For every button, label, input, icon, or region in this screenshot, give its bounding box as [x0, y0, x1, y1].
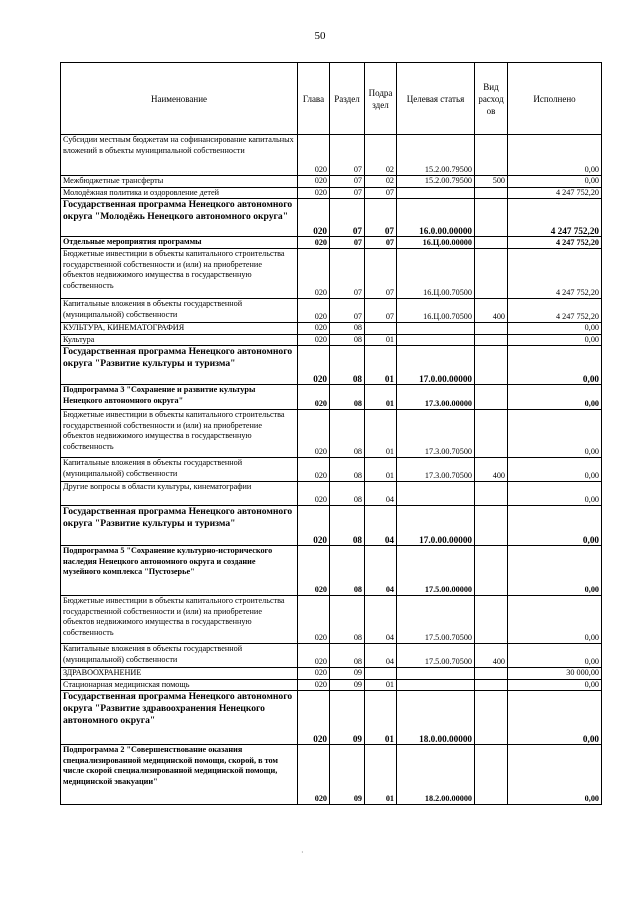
row-name: Бюджетные инвестиции в объекты капитального строительства государственной собственности и (или) на приобретение объектов недвижимого имущества в государственную собственность [61, 249, 298, 299]
row-expense-type [475, 745, 508, 805]
row-subsection: 04 [365, 644, 397, 668]
row-subsection: 01 [365, 458, 397, 482]
row-target [397, 187, 475, 199]
row-target: 16.Ц.00.70500 [397, 249, 475, 299]
header-subsection: Подра здел [365, 63, 397, 135]
row-section: 08 [330, 546, 365, 596]
row-executed: 0,00 [508, 385, 602, 410]
row-name: Подпрограмма 5 "Сохранение культурно-исторического наследия Ненецкого автономного округа и создание музейного комплекса "Пустозерье" [61, 546, 298, 596]
row-name: Подпрограмма 2 "Совершенствование оказания специализированной медицинской помощи, скорой, в том числе скорой специализированной медицинской помощи, медицинской эвакуации" [61, 745, 298, 805]
row-subsection: 04 [365, 506, 397, 546]
row-expense-type [475, 249, 508, 299]
row-executed: 0,00 [508, 691, 602, 745]
row-section: 08 [330, 506, 365, 546]
row-name: Другие вопросы в области культуры, кинематографии [61, 482, 298, 506]
row-subsection: 07 [365, 199, 397, 237]
row-executed: 0,00 [508, 482, 602, 506]
row-expense-type [475, 691, 508, 745]
row-executed: 0,00 [508, 679, 602, 691]
row-chapter: 020 [298, 644, 330, 668]
row-name: Стационарная медицинская помощь [61, 679, 298, 691]
row-target: 16.Ц.00.00000 [397, 237, 475, 249]
row-chapter: 020 [298, 745, 330, 805]
table-row [61, 237, 602, 249]
header-executed: Исполнено [508, 63, 602, 135]
row-chapter: 020 [298, 237, 330, 249]
row-expense-type [475, 187, 508, 199]
row-target: 17.5.00.70500 [397, 596, 475, 644]
row-executed: 0,00 [508, 745, 602, 805]
row-chapter: 020 [298, 249, 330, 299]
row-chapter: 020 [298, 596, 330, 644]
row-expense-type [475, 323, 508, 335]
table-row [61, 745, 602, 805]
row-target: 17.3.00.70500 [397, 410, 475, 458]
row-section: 08 [330, 334, 365, 346]
row-section: 08 [330, 482, 365, 506]
row-chapter: 020 [298, 506, 330, 546]
footer-mark: · [301, 848, 304, 857]
row-section: 08 [330, 385, 365, 410]
row-subsection [365, 668, 397, 680]
row-subsection: 01 [365, 334, 397, 346]
row-executed: 0,00 [508, 176, 602, 188]
row-subsection: 07 [365, 237, 397, 249]
row-section: 09 [330, 679, 365, 691]
row-executed: 0,00 [508, 410, 602, 458]
row-executed: 4 247 752,20 [508, 237, 602, 249]
row-chapter: 020 [298, 458, 330, 482]
row-executed: 4 247 752,20 [508, 299, 602, 323]
row-chapter: 020 [298, 482, 330, 506]
table-row [61, 691, 602, 745]
row-target: 18.0.00.00000 [397, 691, 475, 745]
row-expense-type [475, 237, 508, 249]
table-header-row [61, 63, 602, 135]
row-section: 07 [330, 187, 365, 199]
row-chapter: 020 [298, 679, 330, 691]
row-subsection: 01 [365, 385, 397, 410]
row-chapter: 020 [298, 187, 330, 199]
row-subsection: 02 [365, 135, 397, 176]
row-executed: 4 247 752,20 [508, 187, 602, 199]
page-number: 50 [314, 30, 326, 42]
row-section: 09 [330, 745, 365, 805]
row-target: 15.2.00.79500 [397, 176, 475, 188]
row-section: 07 [330, 299, 365, 323]
row-target [397, 323, 475, 335]
row-name: Отдельные мероприятия программы [61, 237, 298, 249]
row-subsection: 07 [365, 187, 397, 199]
row-name: Культура [61, 334, 298, 346]
row-target: 17.3.00.00000 [397, 385, 475, 410]
row-name: Межбюджетные трансферты [61, 176, 298, 188]
row-name: КУЛЬТУРА, КИНЕМАТОГРАФИЯ [61, 323, 298, 335]
row-name: Капитальные вложения в объекты государственной (муниципальной) собственности [61, 458, 298, 482]
row-subsection: 07 [365, 249, 397, 299]
row-section: 07 [330, 249, 365, 299]
table-row [61, 346, 602, 385]
table-row [61, 135, 602, 176]
row-executed: 0,00 [508, 546, 602, 596]
table-row [61, 299, 602, 323]
row-executed: 0,00 [508, 506, 602, 546]
table-row [61, 410, 602, 458]
row-section: 08 [330, 644, 365, 668]
row-target [397, 679, 475, 691]
table-row [61, 176, 602, 188]
row-chapter: 020 [298, 199, 330, 237]
row-expense-type [475, 482, 508, 506]
row-subsection: 04 [365, 482, 397, 506]
table-row [61, 546, 602, 596]
table-row [61, 596, 602, 644]
row-target [397, 482, 475, 506]
row-target: 16.0.00.00000 [397, 199, 475, 237]
row-subsection [365, 323, 397, 335]
row-name: Капитальные вложения в объекты государственной (муниципальной) собственности [61, 644, 298, 668]
row-target: 15.2.00.79500 [397, 135, 475, 176]
row-expense-type [475, 668, 508, 680]
row-subsection: 01 [365, 691, 397, 745]
row-section: 07 [330, 237, 365, 249]
row-executed: 0,00 [508, 135, 602, 176]
row-executed: 0,00 [508, 334, 602, 346]
row-chapter: 020 [298, 546, 330, 596]
row-name: Подпрограмма 3 "Сохранение и развитие культуры Ненецкого автономного округа" [61, 385, 298, 410]
row-expense-type [475, 506, 508, 546]
row-target: 16.Ц.00.70500 [397, 299, 475, 323]
row-name: Капитальные вложения в объекты государственной (муниципальной) собственности [61, 299, 298, 323]
row-executed: 4 247 752,20 [508, 249, 602, 299]
table-row [61, 199, 602, 237]
row-expense-type [475, 334, 508, 346]
row-subsection: 07 [365, 299, 397, 323]
row-name: ЗДРАВООХРАНЕНИЕ [61, 668, 298, 680]
row-expense-type: 500 [475, 176, 508, 188]
row-subsection: 04 [365, 596, 397, 644]
row-expense-type: 400 [475, 299, 508, 323]
table-row [61, 323, 602, 335]
row-chapter: 020 [298, 135, 330, 176]
row-subsection: 02 [365, 176, 397, 188]
row-target: 17.0.00.00000 [397, 506, 475, 546]
row-subsection: 01 [365, 346, 397, 385]
row-section: 08 [330, 596, 365, 644]
row-chapter: 020 [298, 668, 330, 680]
header-section: Раздел [330, 63, 365, 135]
row-name: Молодёжная политика и оздоровление детей [61, 187, 298, 199]
row-name: Государственная программа Ненецкого автономного округа "Развитие культуры и туризма" [61, 506, 298, 546]
row-executed: 4 247 752,20 [508, 199, 602, 237]
row-section: 08 [330, 346, 365, 385]
row-executed: 30 000,00 [508, 668, 602, 680]
row-target [397, 334, 475, 346]
row-section: 08 [330, 410, 365, 458]
row-name: Бюджетные инвестиции в объекты капитального строительства государственной собственности и (или) на приобретение объектов недвижимого имущества в государственную собственность [61, 410, 298, 458]
row-name: Бюджетные инвестиции в объекты капитального строительства государственной собственности и (или) на приобретение объектов недвижимого имущества в государственную собственность [61, 596, 298, 644]
row-target: 17.5.00.00000 [397, 546, 475, 596]
row-target: 18.2.00.00000 [397, 745, 475, 805]
row-target: 17.5.00.70500 [397, 644, 475, 668]
table-row [61, 679, 602, 691]
table-row [61, 249, 602, 299]
row-subsection: 01 [365, 745, 397, 805]
table-row [61, 482, 602, 506]
row-subsection: 04 [365, 546, 397, 596]
row-chapter: 020 [298, 323, 330, 335]
row-chapter: 020 [298, 410, 330, 458]
row-chapter: 020 [298, 334, 330, 346]
row-executed: 0,00 [508, 458, 602, 482]
row-expense-type [475, 410, 508, 458]
budget-table [60, 62, 602, 805]
row-executed: 0,00 [508, 346, 602, 385]
row-section: 09 [330, 668, 365, 680]
header-chapter: Глава [298, 63, 330, 135]
row-chapter: 020 [298, 691, 330, 745]
table-row [61, 385, 602, 410]
table-row [61, 187, 602, 199]
row-name: Государственная программа Ненецкого автономного округа "Развитие культуры и туризма" [61, 346, 298, 385]
row-target [397, 668, 475, 680]
row-chapter: 020 [298, 176, 330, 188]
table-row [61, 458, 602, 482]
row-expense-type [475, 346, 508, 385]
row-section: 08 [330, 458, 365, 482]
row-expense-type [475, 679, 508, 691]
row-expense-type [475, 199, 508, 237]
row-target: 17.3.00.70500 [397, 458, 475, 482]
row-expense-type: 400 [475, 644, 508, 668]
header-target: Целевая статья [397, 63, 475, 135]
row-subsection: 01 [365, 410, 397, 458]
table-row [61, 668, 602, 680]
row-section: 07 [330, 135, 365, 176]
row-name: Государственная программа Ненецкого автономного округа "Развитие здравоохранения Ненецкого автономного округа" [61, 691, 298, 745]
row-section: 09 [330, 691, 365, 745]
row-expense-type: 400 [475, 458, 508, 482]
table-row [61, 644, 602, 668]
table-row [61, 506, 602, 546]
row-name: Субсидии местным бюджетам на софинансирование капитальных вложений в объекты муниципальной собственности [61, 135, 298, 176]
row-target: 17.0.00.00000 [397, 346, 475, 385]
row-chapter: 020 [298, 385, 330, 410]
row-executed: 0,00 [508, 323, 602, 335]
row-subsection: 01 [365, 679, 397, 691]
row-section: 07 [330, 176, 365, 188]
row-name: Государственная программа Ненецкого автономного округа "Молодёжь Ненецкого автономного округа" [61, 199, 298, 237]
row-expense-type [475, 546, 508, 596]
row-section: 08 [330, 323, 365, 335]
row-executed: 0,00 [508, 644, 602, 668]
header-expense-type: Вид расход ов [475, 63, 508, 135]
row-expense-type [475, 135, 508, 176]
row-section: 07 [330, 199, 365, 237]
row-executed: 0,00 [508, 596, 602, 644]
row-chapter: 020 [298, 346, 330, 385]
table-row [61, 334, 602, 346]
row-expense-type [475, 385, 508, 410]
row-chapter: 020 [298, 299, 330, 323]
header-name: Наименование [61, 63, 298, 135]
row-expense-type [475, 596, 508, 644]
